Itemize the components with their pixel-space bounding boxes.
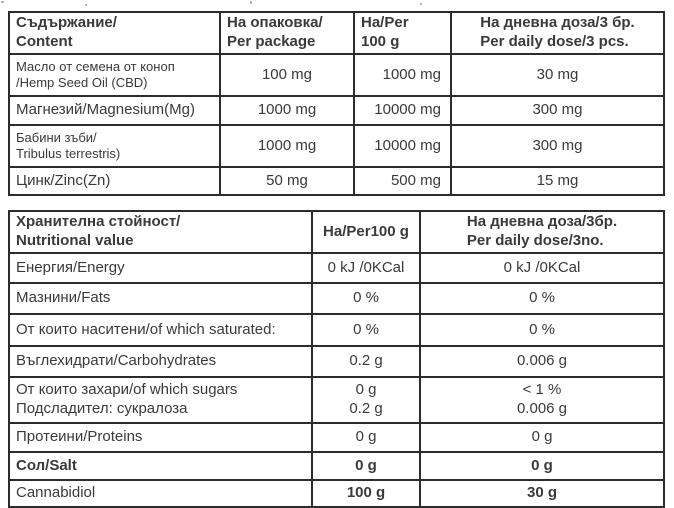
daily-dose-value: 300 mg	[451, 125, 664, 167]
table-row	[9, 283, 664, 314]
scan-artifact	[1, 1, 4, 3]
per-package-value: 50 mg	[220, 167, 354, 195]
text-block	[480, 14, 634, 52]
ingredient-name	[9, 125, 220, 167]
table-row	[9, 423, 664, 452]
table-row	[9, 167, 664, 195]
scan-artifact	[250, 1, 252, 4]
nutritional-value-header	[9, 211, 312, 253]
per-package-header	[220, 12, 354, 54]
nutrient-label: Мазнини/Fats	[9, 283, 312, 314]
nutrient-label: Cannabidiol	[9, 480, 312, 507]
per-100g-value: 0 g	[312, 423, 420, 452]
per-package-value: 1000 mg	[220, 96, 354, 125]
per-package-value: 100 mg	[220, 54, 354, 96]
daily-dose-value: 0 %	[420, 283, 664, 314]
text-line: Бабини зъби/	[16, 130, 97, 146]
text-line: Per daily dose/3no.	[466, 232, 604, 249]
text-line: Tribulus terrestris)	[16, 146, 121, 161]
text-line: Съдържание/	[16, 14, 117, 32]
per-100g-value: 100 g	[312, 480, 420, 507]
nutrient-label	[9, 377, 312, 423]
text-line: На/Per	[361, 14, 409, 32]
nutrient-label: Енергия/Energy	[9, 253, 312, 283]
scan-artifact	[420, 3, 422, 5]
content-table	[8, 11, 665, 196]
table-row	[9, 346, 664, 377]
text-line: От които захари/of which sugars	[16, 381, 238, 399]
per-100g-value: 0.2 g	[312, 346, 420, 377]
daily-dose-value: 0 kJ /0KCal	[420, 253, 664, 283]
table-row	[9, 96, 664, 125]
nutrient-label: Сол/Salt	[9, 452, 312, 480]
daily-dose-value: 30 mg	[451, 54, 664, 96]
per-100g-value: 0 %	[312, 314, 420, 346]
daily-dose-value	[420, 377, 664, 423]
table-row	[9, 480, 664, 507]
content-table-header-row	[9, 12, 664, 54]
per-package-value: 1000 mg	[220, 125, 354, 167]
table-row	[9, 314, 664, 346]
daily-dose-value: 0 %	[420, 314, 664, 346]
daily-dose-value: 0.006 g	[420, 346, 664, 377]
nutrition-table	[8, 210, 665, 508]
ingredient-name: Цинк/Zinc(Zn)	[9, 167, 220, 195]
text-line: Подсладител: сукралоза	[16, 400, 188, 417]
per-100g-value: 500 mg	[354, 167, 451, 195]
text-block	[467, 213, 617, 251]
daily-dose-header	[451, 12, 664, 54]
per-100g-value	[312, 377, 420, 423]
table-row	[9, 253, 664, 283]
per-100g-value: 0 %	[312, 283, 420, 314]
table-row	[9, 54, 664, 96]
text-line: 0.2 g	[349, 400, 383, 417]
text-line: 0.006 g	[516, 400, 568, 417]
text-line: Content	[16, 33, 73, 50]
text-line: < 1 %	[522, 381, 562, 399]
nutrition-table-header-row	[9, 211, 664, 253]
ingredient-name: Магнезий/Magnesium(Mg)	[9, 96, 220, 125]
per-100g-header	[354, 12, 451, 54]
text-line: На опаковка/	[227, 14, 323, 32]
text-line: На дневна доза/3 бр.	[480, 14, 635, 32]
text-line: Хранителна стойност/	[16, 213, 181, 231]
per-100g-header: На/Per100 g	[312, 211, 420, 253]
per-100g-value: 10000 mg	[354, 96, 451, 125]
nutrient-label: Протеини/Proteins	[9, 423, 312, 452]
text-line: Per package	[227, 33, 316, 50]
daily-dose-value: 15 mg	[451, 167, 664, 195]
daily-dose-header	[420, 211, 664, 253]
text-line: Per daily dose/3 pcs.	[480, 33, 629, 50]
text-line: 0 g	[355, 381, 377, 399]
scan-artifact	[85, 4, 87, 6]
text-line: На дневна доза/3бр.	[466, 213, 618, 231]
table-row	[9, 125, 664, 167]
text-line: Nutritional value	[16, 232, 134, 249]
per-100g-value: 0 kJ /0KCal	[312, 253, 420, 283]
daily-dose-value: 30 g	[420, 480, 664, 507]
text-line: Масло от семена от коноп	[16, 59, 175, 75]
table-row	[9, 377, 664, 423]
per-100g-value: 0 g	[312, 452, 420, 480]
daily-dose-value: 0 g	[420, 452, 664, 480]
text-line: 100 g	[361, 33, 400, 50]
table-row	[9, 452, 664, 480]
daily-dose-value: 0 g	[420, 423, 664, 452]
ingredient-name	[9, 54, 220, 96]
nutrient-label: Въглехидрати/Carbohydrates	[9, 346, 312, 377]
content-header	[9, 12, 220, 54]
nutrient-label: От които наситени/of which saturated:	[9, 314, 312, 346]
daily-dose-value: 300 mg	[451, 96, 664, 125]
text-line: /Hemp Seed Oil (CBD)	[16, 75, 148, 90]
per-100g-value: 10000 mg	[354, 125, 451, 167]
per-100g-value: 1000 mg	[354, 54, 451, 96]
